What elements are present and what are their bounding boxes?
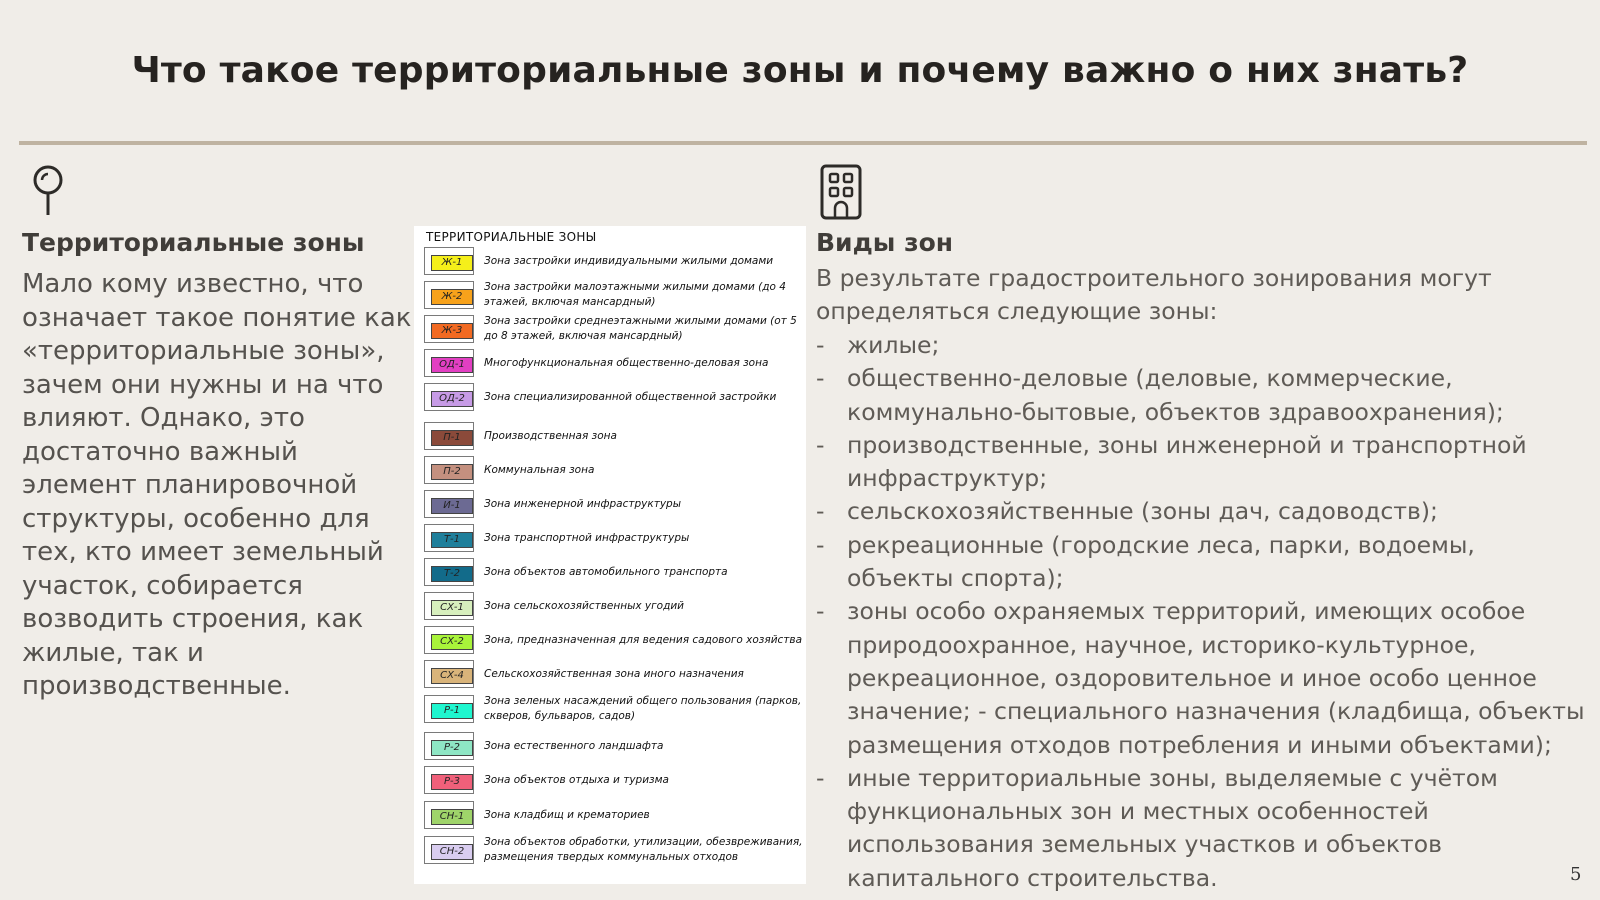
legend-code: Ж-2 — [431, 289, 473, 305]
legend-label: Производственная зона — [484, 429, 617, 442]
list-item — [816, 495, 1586, 528]
legend-code: СХ-4 — [431, 668, 473, 684]
right-intro: В результате градостроительного зонирования могут определяться следующие зоны: — [816, 264, 1492, 326]
list-item — [816, 762, 1586, 895]
legend-swatch — [424, 626, 474, 654]
legend-code: СН-1 — [431, 809, 473, 825]
legend-label: Зона объектов автомобильного транспорта — [484, 565, 728, 578]
legend-item — [424, 380, 804, 414]
legend-item — [424, 555, 804, 589]
legend-label: Зона сельскохозяйственных угодий — [484, 599, 684, 612]
legend-label: Зона застройки индивидуальными жилыми домами — [484, 254, 774, 267]
legend-item — [424, 487, 804, 521]
list-item-text: сельскохозяйственные (зоны дач, садоводств); — [847, 497, 1438, 526]
legend-item — [424, 312, 804, 346]
zone-types-list — [816, 329, 1586, 895]
legend-label: Зона объектов отдыха и туризма — [484, 773, 669, 786]
legend-item — [424, 346, 804, 380]
legend-swatch — [424, 732, 474, 760]
legend-code: И-1 — [431, 498, 473, 514]
legend-label: Зона естественного ландшафта — [484, 739, 664, 752]
legend-item — [424, 798, 804, 832]
legend-swatch — [424, 524, 474, 552]
legend-swatch — [424, 592, 474, 620]
legend-label: Зона застройки среднеэтажными жилыми домами (от 5 до 8 этажей, включая мансардный) — [484, 315, 797, 342]
legend-swatch — [424, 660, 474, 688]
list-dash: - — [816, 364, 825, 393]
list-dash: - — [816, 430, 825, 459]
legend-code: СН-2 — [431, 844, 473, 860]
legend-item — [424, 623, 804, 657]
legend-code: Ж-3 — [431, 323, 473, 339]
list-item-text: иные территориальные зоны, выделяемые с учётом функциональных зон и местных особенностей использования земельных участков и объектов капитального строительства. — [847, 763, 1498, 892]
legend-item — [424, 833, 804, 867]
legend-code: Т-1 — [431, 532, 473, 548]
legend-label: Зона застройки малоэтажными жилыми домами (до 4 этажей, включая мансардный) — [484, 281, 786, 308]
legend-swatch — [424, 422, 474, 450]
map-pin-icon — [30, 163, 66, 221]
legend-code: Р-2 — [431, 740, 473, 756]
legend-swatch — [424, 281, 474, 309]
list-item — [816, 429, 1586, 496]
list-dash: - — [816, 331, 825, 359]
legend-swatch — [424, 836, 474, 864]
legend-item — [424, 244, 804, 278]
legend-swatch — [424, 695, 474, 723]
legend-swatch — [424, 315, 474, 343]
legend-item — [424, 729, 804, 763]
legend-label: Сельскохозяйственная зона иного назначения — [484, 667, 744, 680]
legend-label: Зона инженерной инфраструктуры — [484, 497, 682, 510]
legend-swatch — [424, 383, 474, 411]
legend-item — [424, 453, 804, 487]
list-item — [816, 329, 1586, 362]
legend-label: Многофункциональная общественно-деловая зона — [484, 356, 769, 369]
legend-item — [424, 589, 804, 623]
legend-label: Зона специализированной общественной застройки — [484, 390, 777, 403]
list-dash: - — [816, 597, 825, 626]
legend-code: П-2 — [431, 464, 473, 480]
legend-label: Коммунальная зона — [484, 463, 595, 476]
right-heading: Виды зон — [816, 228, 954, 257]
legend-swatch — [424, 456, 474, 484]
legend-item — [424, 419, 804, 453]
legend-item — [424, 278, 804, 312]
legend-item — [424, 763, 804, 797]
list-item-text: общественно-деловые (деловые, коммерческие, коммунально-бытовые, объектов здравоохранения); — [847, 364, 1504, 426]
legend-item — [424, 521, 804, 555]
legend-code: ОД-1 — [431, 357, 473, 373]
legend-code: П-1 — [431, 430, 473, 446]
list-item — [816, 362, 1586, 429]
list-dash: - — [816, 530, 825, 559]
list-item-text: зоны особо охраняемых территорий, имеющих особое природоохранное, научное, историко-культурное, рекреационное, оздоровительное и иное особо ценное значение; - специального назначения (кладбища, объекты размещения отходов потребления и иными объектами); — [847, 597, 1585, 759]
legend-swatch — [424, 766, 474, 794]
legend-item — [424, 657, 804, 691]
list-dash: - — [816, 497, 825, 526]
building-icon — [820, 164, 862, 224]
list-item-text: жилые; — [847, 331, 940, 359]
title-divider — [19, 141, 1587, 145]
legend-code: Р-3 — [431, 774, 473, 790]
list-dash: - — [816, 763, 825, 792]
list-item-text: рекреационные (городские леса, парки, водоемы, объекты спорта); — [847, 530, 1475, 593]
legend-swatch — [424, 349, 474, 377]
legend-label: Зона объектов обработки, утилизации, обезвреживания, размещения твердых коммунальных отходов — [484, 836, 803, 863]
legend-code: СХ-2 — [431, 634, 473, 650]
legend-code: Р-1 — [431, 703, 473, 719]
page-number: 5 — [1570, 864, 1582, 885]
left-paragraph: Мало кому известно, что означает такое понятие как «территориальные зоны», зачем они нужны и на что влияют. Однако, это достаточно важный элемент планировочной структуры, особенно для тех, кто имеет земельный участок, собирается возводить строения, как жилые, так и производственные. — [22, 269, 412, 701]
legend-code: ОД-2 — [431, 391, 473, 407]
legend-label: Зона транспортной инфраструктуры — [484, 531, 690, 544]
zones-legend — [414, 226, 806, 884]
legend-code: СХ-1 — [431, 600, 473, 616]
legend-label: Зона, предназначенная для ведения садового хозяйства — [484, 633, 803, 646]
legend-label: Зона кладбищ и крематориев — [484, 808, 650, 821]
legend-code: Т-2 — [431, 566, 473, 582]
list-item-text: производственные, зоны инженерной и транспортной инфраструктур; — [847, 430, 1527, 493]
legend-title: ТЕРРИТОРИАЛЬНЫЕ ЗОНЫ — [426, 230, 597, 244]
legend-swatch — [424, 490, 474, 518]
list-item — [816, 529, 1586, 596]
legend-swatch — [424, 247, 474, 275]
page-title: Что такое территориальные зоны и почему важно о них знать? — [131, 50, 1469, 91]
left-heading: Территориальные зоны — [22, 228, 365, 257]
legend-code: Ж-1 — [431, 255, 473, 271]
legend-swatch — [424, 558, 474, 586]
list-item — [816, 595, 1586, 761]
legend-item — [424, 692, 804, 726]
legend-label: Зона зеленых насаждений общего пользования (парков, скверов, бульваров, садов) — [484, 695, 802, 722]
legend-swatch — [424, 801, 474, 829]
